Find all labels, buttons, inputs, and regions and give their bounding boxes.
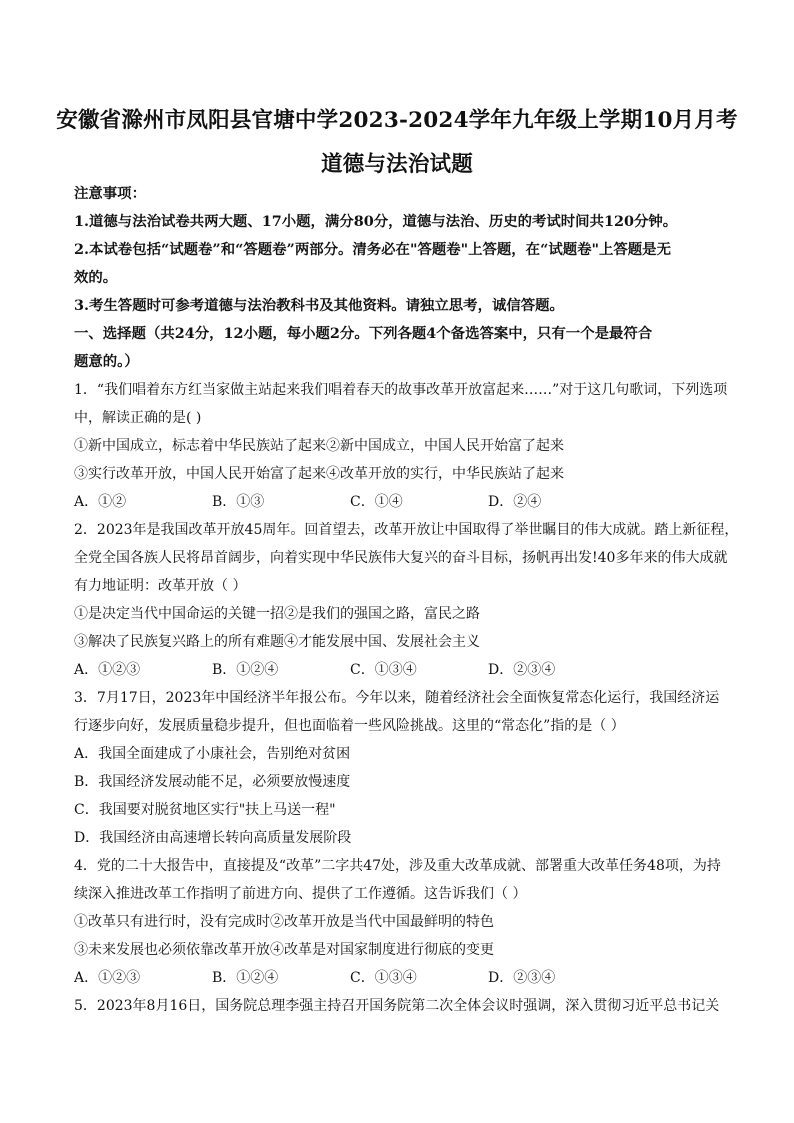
note-3: 3.考生答题时可参考道德与法治教科书及其他资料。请独立思考，诚信答题。 [74,297,564,314]
question-4-statements-a: ①改革只有进行时，没有完成时②改革开放是当代中国最鲜明的特色 [74,914,494,930]
notes-heading: 注意事项： [74,185,146,202]
question-3-option-c: C．我国要对脱贫地区实行"扶上马送一程" [74,802,336,818]
question-2-option-a: A．①②③ [74,662,141,678]
question-4-option-d: D．②③④ [488,970,556,986]
question-4-stem-cont: 续深入推进改革工作指明了前进方向、提供了工作遵循。这告诉我们（ ） [74,886,527,902]
question-3-option-d: D．我国经济由高速增长转向高质量发展阶段 [74,830,352,846]
question-5-stem: 5．2023年8月16日，国务院总理李强主持召开国务院第二次全体会议时强调，深入贯彻习近平总书记关 [74,998,720,1014]
question-1-statements-a: ①新中国成立，标志着中华民族站了起来②新中国成立，中国人民开始富了起来 [74,438,564,454]
question-2-option-d: D．②③④ [488,662,556,678]
question-4-option-b: B．①②④ [212,970,279,986]
note-2: 2.本试卷包括“试题卷”和“答题卷”两部分。清务必在"答题卷"上答题，在“试题卷"上答题是无 [74,241,671,258]
question-2-stem-cont: 全党全国各族人民将昂首阔步，向着实现中华民族伟大复兴的奋斗目标，扬帆再出发!40多年来的伟大成就 [74,550,728,566]
exam-subject-title: 道德与法治试题 [321,152,473,177]
question-2-stem-cont-2: 有力地证明：改革开放（ ） [74,578,247,594]
question-2-statements-a: ①是决定当代中国命运的关键一招②是我们的强国之路，富民之路 [74,606,480,622]
question-1-stem-cont: 中，解读正确的是( ) [74,410,202,426]
note-2-cont: 效的。 [74,269,118,286]
exam-title: 安徽省滁州市凤阳县官塘中学2023-2024学年九年级上学期10月月考 [56,108,738,133]
question-4-statements-b: ③未来发展也必须依靠改革开放④改革是对国家制度进行彻底的变更 [74,942,494,958]
question-2-stem: 2．2023年是我国改革开放45周年。回首望去，改革开放让中国取得了举世瞩目的伟大成就。踏上新征程， [74,522,739,538]
question-4-option-a: A．①②③ [74,970,141,986]
question-1-stem: 1．“我们唱着东方红当家做主站起来我们唱着春天的故事改革开放富起来……”对于这几句歌词，下列选项 [74,382,728,398]
question-3-option-b: B．我国经济发展动能不足，必须要放慢速度 [74,774,351,790]
question-1-option-d: D．②④ [488,494,542,510]
question-1-option-a: A．①② [74,494,127,510]
note-1: 1.道德与法治试卷共两大题、17小题，满分80分，道德与法治、历史的考试时间共120分钟。 [74,213,678,230]
question-2-option-c: C．①③④ [350,662,417,678]
question-2-statements-b: ③解决了民族复兴路上的所有难题④才能发展中国、发展社会主义 [74,634,480,650]
question-3-stem-cont: 行逐步向好，发展质量稳步提升，但也面临着一些风险挑战。这里的“常态化”指的是（ ） [74,718,625,734]
question-1-option-b: B．①③ [212,494,265,510]
question-4-stem: 4．党的二十大报告中，直接提及“改革”二字共47处，涉及重大改革成就、部署重大改革任务48项，为持 [74,858,721,874]
question-1-statements-b: ③实行改革开放，中国人民开始富了起来④改革开放的实行，中华民族站了起来 [74,466,564,482]
question-2-option-b: B．①②④ [212,662,279,678]
question-4-option-c: C．①③④ [350,970,417,986]
question-3-stem: 3．7月17日，2023年中国经济半年报公布。今年以来，随着经济社会全面恢复常态化运行，我国经济运 [74,690,720,706]
question-3-option-a: A．我国全面建成了小康社会，告别绝对贫困 [74,746,351,762]
section-heading: 一、选择题（共24分，12小题，每小题2分。下列各题4个备选答案中，只有一个是最符合 [74,325,653,342]
section-heading-cont: 题意的。） [74,353,139,370]
question-1-option-c: C．①④ [350,494,403,510]
